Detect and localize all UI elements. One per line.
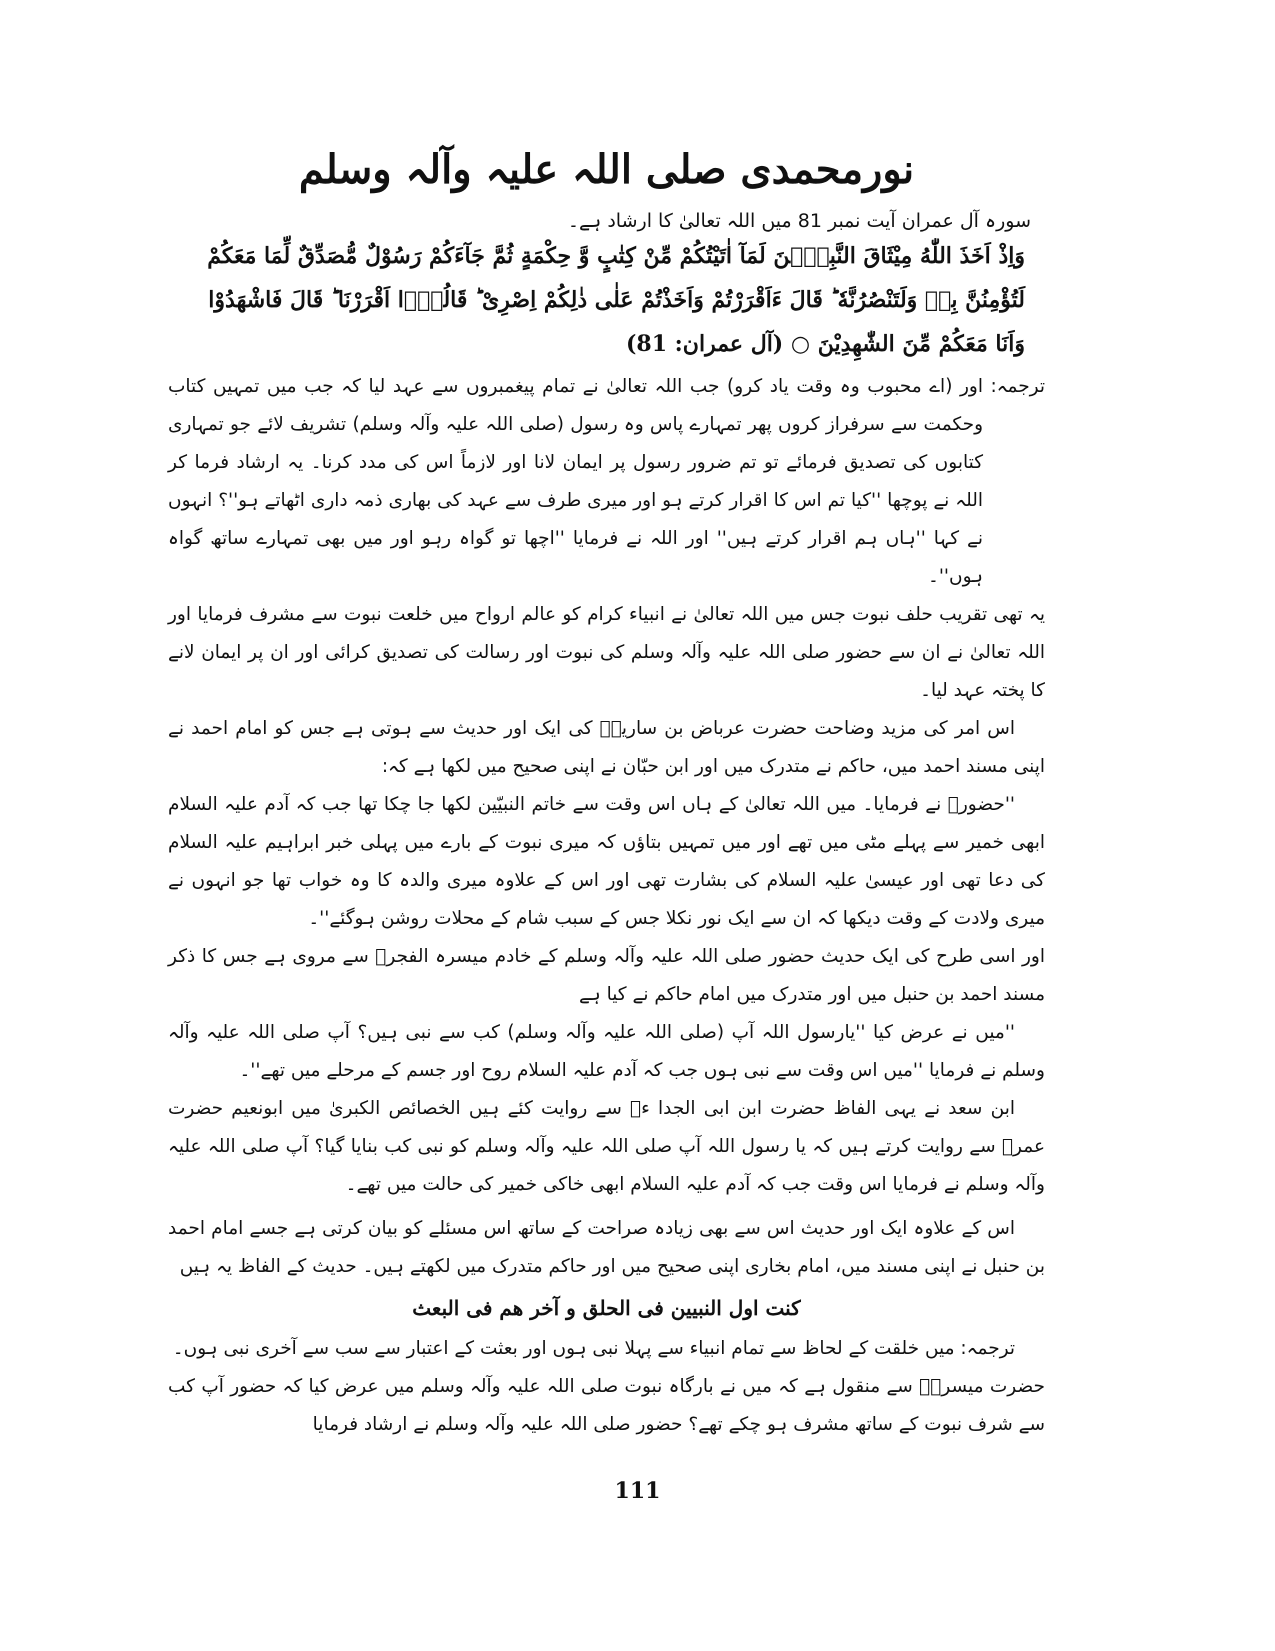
- page-content: [168, 140, 1045, 1444]
- paragraph-4: اور اسی طرح کی ایک حدیث حضور صلی اللہ علیہ وآلہ وسلم کے خادم میسرہ الفجرؓ سے مروی ہے جس کا ذکر مسند احمد بن حنبل میں اور متدرک میں امام حاکم نے کیا ہے: [168, 946, 1045, 1005]
- paragraph-9: حضرت میسرہؓ سے منقول ہے کہ میں نے بارگاہ نبوت صلی اللہ علیہ وآلہ وسلم میں عرض کیا کہ حضور آپ کب سے شرف نبوت کے ساتھ مشرف ہو چکے تھے؟ حضور صلی اللہ علیہ وآلہ وسلم نے ارشاد فرمایا: [168, 1376, 1045, 1435]
- translation-block: [168, 368, 1045, 596]
- paragraph-8: ترجمہ: میں خلقت کے لحاظ سے تمام انبیاء سے پہلا نبی ہوں اور بعثت کے اعتبار سے سب سے آخری نبی ہوں۔: [172, 1338, 1015, 1359]
- paragraph-2: اس امر کی مزید وضاحت حضرت عرباض بن ساریہؓ کی ایک اور حدیث سے ہوتی ہے جس کو امام احمد نے اپنی مسند احمد میں، حاکم نے متدرک میں اور ابن حبّان نے اپنی صحیح میں لکھا ہے کہ:: [168, 718, 1045, 777]
- translation-text: اور (اے محبوب وہ وقت یاد کرو) جب اللہ تعالیٰ نے تمام پیغمبروں سے عہد لیا کہ جب میں تمہیں کتاب وحکمت سے سرفراز کروں پھر تمہارے پاس وہ رسول (صلی اللہ علیہ وآلہ وسلم) تشریف لائے جو تمہاری کتابوں کی تصدیق فرمائے تو تم ضرور رسول پر ایمان لانا اور لازماً اس کی مدد کرنا۔ یہ ارشاد فرما کر اللہ نے پوچھا ''کیا تم اس کا اقرار کرتے ہو اور میری طرف سے عہد کی بھاری ذمہ داری اٹھاتے ہو''؟ انہوں نے کہا ''ہاں ہم اقرار کرتے ہیں'' اور اللہ نے فرمایا ''اچھا تو گواہ رہو اور میں بھی تمہارے ساتھ گواہ ہوں''۔: [168, 376, 983, 587]
- hadith-arabic-heading: كنت اول النبيين فى الحلق و آخر هم فى البعث: [412, 1296, 801, 1320]
- intro-line: سورہ آل عمران آیت نمبر 81 میں اللہ تعالیٰ کا ارشاد ہے۔: [567, 210, 1031, 232]
- verse-line-3: وَاَنَا مَعَكُمْ مِّنَ الشّٰهِدِيْنَ ○ (آل عمران: 81): [625, 331, 1025, 357]
- verse-line-2: لَتُؤْمِنُنَّ بِهٖ وَلَتَنْصُرُنَّهٗ ؕ قَالَ ءَاَقْرَرْتُمْ وَاَخَذْتُمْ عَلٰى ذٰلِكُمْ اِصْرِىْ ؕ قَالُوْۤا اَقْرَرْنَا ؕ قَالَ فَاشْهَدُوْا: [208, 287, 1025, 313]
- paragraph-5: ''میں نے عرض کیا ''یارسول اللہ آپ (صلی اللہ علیہ وآلہ وسلم) کب سے نبی ہیں؟ آپ صلی اللہ علیہ وآلہ وسلم نے فرمایا ''میں اس وقت سے نبی ہوں جب کہ آدم علیہ السلام روح اور جسم کے مرحلے میں تھے''۔: [168, 1022, 1045, 1081]
- page-number: 111: [614, 1478, 661, 1504]
- paragraph-7: اس کے علاوہ ایک اور حدیث اس سے بھی زیادہ صراحت کے ساتھ اس مسئلے کو بیان کرتی ہے جسے امام احمد بن حنبل نے اپنی مسند میں، امام بخاری اپنی صحیح میں اور حاکم متدرک میں لکھتے ہیں۔ حدیث کے الفاظ یہ ہیں: [168, 1218, 1045, 1277]
- paragraph-6: ابن سعد نے یہی الفاظ حضرت ابن ابی الجدا ءؓ سے روایت کئے ہیں الخصائص الکبریٰ میں ابونعیم حضرت عمرؓ سے روایت کرتے ہیں کہ یا رسول اللہ آپ صلی اللہ علیہ وآلہ وسلم کو نبی کب بنایا گیا؟ آپ صلی اللہ علیہ وآلہ وسلم نے فرمایا اس وقت جب کہ آدم علیہ السلام ابھی خاکی خمیر کی حالت میں تھے۔: [168, 1098, 1045, 1195]
- paragraph-1: یہ تھی تقریب حلف نبوت جس میں اللہ تعالیٰ نے انبیاء کرام کو عالم ارواح میں خلعت نبوت سے مشرف فرمایا اور اللہ تعالیٰ نے ان سے حضور صلی اللہ علیہ وآلہ وسلم کی نبوت اور رسالت کی تصدیق کرائی اور ان پر ایمان لانے کا پختہ عہد لیا۔: [168, 604, 1045, 701]
- translation-label: ترجمہ:: [990, 376, 1045, 397]
- paragraph-3: ''حضورؐ نے فرمایا۔ میں اللہ تعالیٰ کے ہاں اس وقت سے خاتم النبیّین لکھا جا چکا تھا جب کہ آدم علیہ السلام ابھی خمیر سے پہلے مٹی میں تھے اور میں تمہیں بتاؤں کہ میری نبوت کے بارے میں پہلی خبر ابراہیم علیہ السلام کی دعا تھی اور عیسیٰ علیہ السلام کی بشارت تھی اور اس کے علاوہ میری والدہ کا وہ خواب تھا جو انہوں نے میری ولادت کے وقت دیکھا کہ ان سے ایک نور نکلا جس کے سبب شام کے محلات روشن ہوگئے''۔: [168, 794, 1045, 929]
- verse-line-1: وَاِذْ اَخَذَ اللّٰهُ مِيْثَاقَ النَّبِيّٖنَ لَمَآ اٰتَيْتُكُمْ مِّنْ كِتٰبٍ وَّ حِكْمَةٍ ثُمَّ جَآءَكُمْ رَسُوْلٌ مُّصَدِّقٌ لِّمَا مَعَكُمْ: [207, 243, 1025, 269]
- page-title: نورمحمدی صلی اللہ علیہ وآلہ وسلم: [298, 146, 915, 193]
- quran-verse: [168, 236, 1045, 364]
